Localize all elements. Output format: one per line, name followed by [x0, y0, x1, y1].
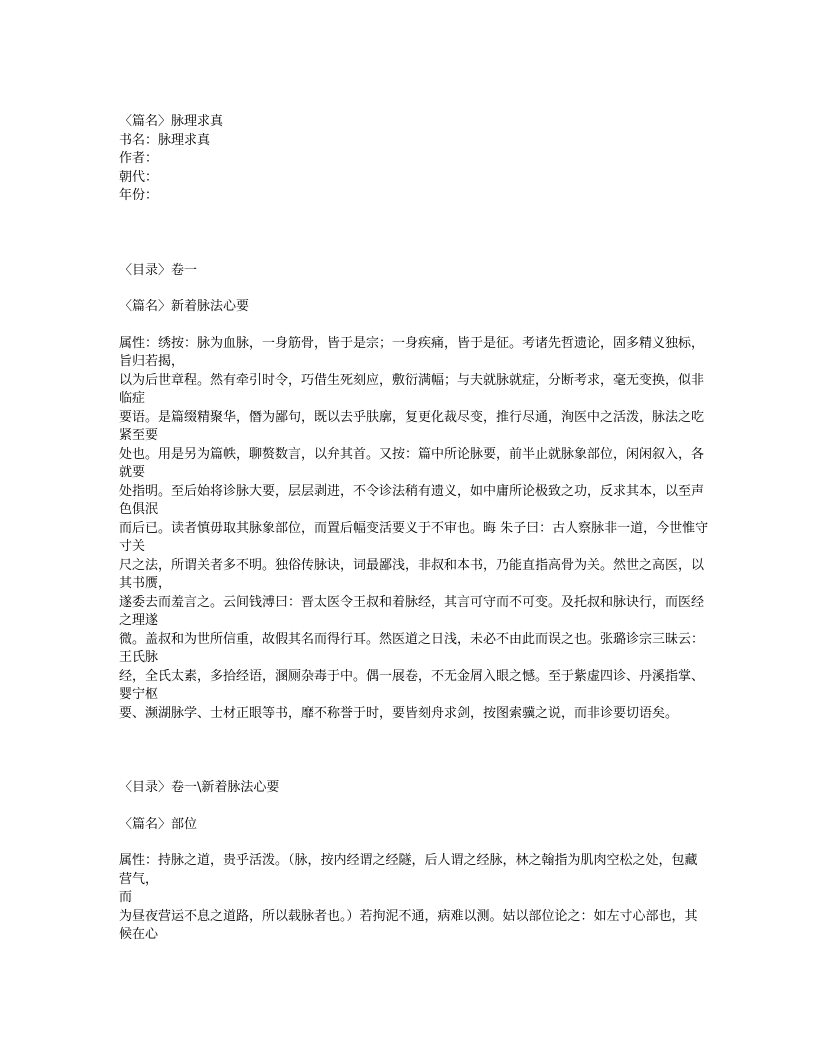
chapter-title-line: 〈篇名〉脉理求真	[119, 114, 224, 129]
section-body	[119, 335, 709, 724]
body-line: 为昼夜营运不息之道路，所以载脉者也。）若拘泥不通，病难以测。姑以部位论之：如左寸心部也，其候在心	[119, 908, 698, 942]
year-line: 年份：	[119, 188, 159, 203]
body-line: 而	[119, 890, 133, 905]
body-line: 要、濒湖脉学、士材正眼等书，靡不称誉于时，要皆刻舟求剑，按图索骥之说，而非诊要切语矣。	[119, 705, 679, 721]
body-line: 处也。用是另为篇帙，聊赘数言，以弁其首。又按：篇中所论脉要，前半止就脉象部位，闲闲叙入，各就要	[119, 446, 705, 480]
body-line: 属性：绣按：脉为血脉，一身筋骨，皆于是宗；一身疾痛，皆于是征。考诸先哲遗论，固多精义独标，旨归若揭，	[119, 335, 705, 369]
book-name-line: 书名：脉理求真	[119, 132, 211, 148]
body-line: 要语。是篇缀精聚华，僭为鄙句，既以去乎肤廓，复更化裁尽变，推行尽通，洵医中之活泼，脉法之吃紧至要	[119, 409, 705, 443]
section-1	[119, 262, 709, 724]
author-line: 作者：	[119, 151, 159, 166]
section-body	[119, 852, 709, 945]
body-line: 微。盖叔和为世所信重，故假其名而得行耳。然医道之日浅，未必不由此而误之也。张璐诊宗三昧云：王氏脉	[119, 631, 705, 665]
body-line: 而后已。读者慎毋取其脉象部位，而置后幅变活要义于不审也。晦 朱子曰：古人察脉非一道，今世惟守寸关	[119, 520, 709, 554]
toc-line: 〈目录〉卷一\新着脉法心要	[119, 780, 280, 795]
body-line: 以为后世章程。然有牵引时令，巧借生死刻应，敷衍满幅；与夫就脉就症，分断考求，毫无变换，似非临症	[119, 372, 705, 406]
body-line: 尺之法，所谓关者多不明。独俗传脉诀，词最鄙浅，非叔和本书，乃能直指高骨为关。然世之高医，以其书赝，	[119, 557, 705, 591]
body-line: 经，全氏太素，多拾经语，溷厕杂毒于中。偶一展卷，不无金屑入眼之憾。至于紫虚四诊、丹溪指掌、婴宁枢	[119, 668, 705, 702]
body-line: 处指明。至后始将诊脉大要，层层剥进，不令诊法稍有遗义，如中庸所论极致之功，反求其本，以至声色俱泯	[119, 483, 705, 517]
section-2	[119, 779, 709, 945]
section-title-line: 〈篇名〉部位	[119, 816, 198, 832]
toc-line: 〈目录〉卷一	[119, 262, 198, 278]
document-page	[119, 113, 709, 945]
dynasty-line: 朝代：	[119, 169, 159, 185]
document-header	[119, 113, 709, 206]
body-line: 遂委去而羞言之。云间钱溥曰：晋太医令王叔和着脉经，其言可守而不可变。及托叔和脉诀行，而医经之理遂	[119, 594, 705, 628]
body-line: 属性：持脉之道，贵乎活泼。（脉，按内经谓之经隧，后人谓之经脉，林之翰指为肌肉空松之处，包藏营气，	[119, 853, 698, 887]
section-title-line: 〈篇名〉新着脉法心要	[119, 299, 250, 314]
